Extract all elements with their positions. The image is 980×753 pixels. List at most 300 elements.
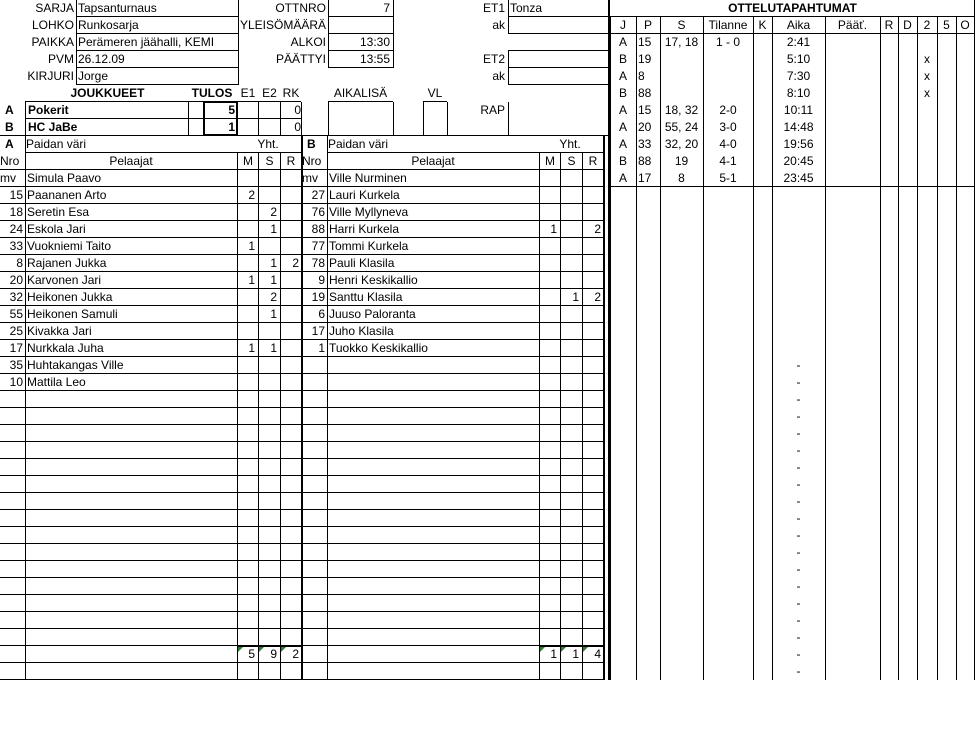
player-penalties[interactable] xyxy=(281,170,299,187)
event-assists[interactable]: 55, 24 xyxy=(664,120,699,134)
events-header-3: Tilanne xyxy=(708,18,748,32)
empty-time-dash: - xyxy=(796,630,801,644)
player-name[interactable]: Seretin Esa xyxy=(27,205,90,219)
event-player[interactable]: 8 xyxy=(638,69,645,83)
rule-line xyxy=(302,526,603,527)
field-label-ak2: ak xyxy=(492,69,505,83)
rule-line xyxy=(0,543,301,544)
rule-line xyxy=(25,101,301,102)
player-name[interactable]: Ville Nurminen xyxy=(329,171,407,185)
field-value-ottnro[interactable]: 7 xyxy=(383,1,390,15)
player-penalties[interactable] xyxy=(583,238,601,255)
event-2min-mark[interactable] xyxy=(917,34,937,51)
events-header-0: J xyxy=(620,18,626,32)
empty-time-dash: - xyxy=(796,392,801,406)
event-player[interactable]: 20 xyxy=(638,120,652,134)
field-value-alkoi[interactable]: 13:30 xyxy=(359,35,390,49)
event-team[interactable]: A xyxy=(618,103,627,117)
event-score[interactable]: 1 - 0 xyxy=(715,35,740,49)
player-name[interactable]: Henri Keskikallio xyxy=(329,273,418,287)
team-b-rk[interactable]: 0 xyxy=(294,120,301,134)
rule-line xyxy=(302,509,603,510)
rule-line xyxy=(0,475,301,476)
event-2min-mark[interactable]: x xyxy=(924,52,930,66)
rule-line xyxy=(0,203,301,204)
rule-line xyxy=(302,577,603,578)
rule-line xyxy=(0,390,301,391)
rule-line xyxy=(25,102,26,136)
player-penalties[interactable] xyxy=(281,272,299,289)
rule-line xyxy=(0,373,301,374)
rule-line xyxy=(302,628,603,629)
player-name[interactable]: Heikonen Samuli xyxy=(27,307,118,321)
player-penalties[interactable]: 2 xyxy=(292,256,299,270)
player-number: 15 xyxy=(9,188,23,202)
field-value-pvm[interactable]: 26.12.09 xyxy=(78,52,125,66)
player-penalties[interactable] xyxy=(281,374,299,391)
rule-line xyxy=(603,136,605,680)
event-score[interactable] xyxy=(703,51,753,68)
nro-header: Nro xyxy=(302,154,322,168)
event-2min-mark[interactable]: x xyxy=(924,86,930,100)
player-assists[interactable] xyxy=(561,255,579,272)
rule-line xyxy=(302,458,603,459)
rule-line xyxy=(0,679,301,680)
player-name[interactable]: Lauri Kurkela xyxy=(329,188,400,202)
events-header-2: S xyxy=(677,18,686,32)
pelaajat-header: Pelaajat xyxy=(109,154,153,168)
player-assists[interactable] xyxy=(259,170,277,187)
event-score[interactable]: 5-1 xyxy=(719,171,737,185)
player-penalties[interactable]: 2 xyxy=(594,290,601,304)
rule-line xyxy=(302,441,603,442)
player-goals[interactable]: 2 xyxy=(248,188,255,202)
rule-line xyxy=(508,51,509,85)
event-time[interactable]: 20:45 xyxy=(783,154,814,168)
event-time[interactable]: 7:30 xyxy=(786,69,811,83)
event-time[interactable]: 8:10 xyxy=(786,86,811,100)
player-assists[interactable] xyxy=(561,170,579,187)
rule-line xyxy=(76,0,77,85)
field-label-et1: ET1 xyxy=(482,1,505,15)
rule-line xyxy=(302,543,603,544)
player-name[interactable]: Juho Klasila xyxy=(329,324,394,338)
rule-line xyxy=(582,153,583,680)
rule-line xyxy=(539,153,540,680)
paidan-vari-label: Paidan väri xyxy=(26,137,87,151)
s-header: S xyxy=(567,154,576,168)
player-assists[interactable] xyxy=(259,357,277,374)
player-assists[interactable] xyxy=(561,221,579,238)
rule-line xyxy=(188,102,189,136)
aikalisa-label: AIKALISÄ xyxy=(333,86,388,100)
event-score[interactable]: 4-1 xyxy=(719,154,737,168)
events-header-1: P xyxy=(643,18,652,32)
player-name[interactable]: Mattila Leo xyxy=(27,375,86,389)
rule-line xyxy=(237,153,238,680)
player-penalties[interactable] xyxy=(583,306,601,323)
rule-line xyxy=(302,407,603,408)
player-assists[interactable]: 1 xyxy=(270,222,277,236)
empty-time-dash: - xyxy=(796,664,801,678)
team-b-score[interactable]: 1 xyxy=(228,120,235,134)
player-assists[interactable] xyxy=(561,323,579,340)
rule-line xyxy=(610,17,611,680)
event-assists[interactable] xyxy=(660,51,703,68)
rule-line xyxy=(302,220,603,221)
player-goals[interactable] xyxy=(238,289,255,306)
player-number: 35 xyxy=(9,358,23,372)
player-name[interactable]: Tuokko Keskikallio xyxy=(329,341,428,355)
field-label-kirjuri: KIRJURI xyxy=(27,69,74,83)
player-name[interactable]: Nurkkala Juha xyxy=(27,341,104,355)
player-goals[interactable] xyxy=(238,306,255,323)
rule-line xyxy=(258,102,259,136)
empty-time-dash: - xyxy=(796,647,801,661)
player-penalties[interactable] xyxy=(281,204,299,221)
player-penalties[interactable] xyxy=(583,170,601,187)
events-header-10: 5 xyxy=(943,18,950,32)
player-penalties[interactable] xyxy=(281,340,299,357)
rule-line xyxy=(508,102,509,136)
rule-line xyxy=(327,136,328,680)
player-assists[interactable] xyxy=(561,204,579,221)
player-penalties[interactable] xyxy=(583,272,601,289)
event-assists[interactable] xyxy=(660,68,703,85)
field-value-paikka[interactable]: Perämeren jäähalli, KEMI xyxy=(78,35,215,49)
player-goals[interactable] xyxy=(540,255,557,272)
field-value-kirjuri[interactable]: Jorge xyxy=(78,69,109,83)
player-assists[interactable]: 1 xyxy=(572,290,579,304)
event-time[interactable]: 2:41 xyxy=(786,35,811,49)
event-player[interactable]: 88 xyxy=(638,86,652,100)
team-a-letter: A xyxy=(5,103,14,117)
rule-line xyxy=(302,271,603,272)
player-assists[interactable]: 2 xyxy=(270,205,277,219)
player-number: 88 xyxy=(311,222,325,236)
player-name[interactable]: Tommi Kurkela xyxy=(329,239,409,253)
rule-line xyxy=(0,611,301,612)
player-number: 20 xyxy=(9,273,23,287)
event-assists[interactable]: 18, 32 xyxy=(664,103,699,117)
rule-line xyxy=(302,288,603,289)
player-goals[interactable] xyxy=(540,323,557,340)
events-header-6: Pääť. xyxy=(837,18,868,32)
rule-line xyxy=(302,237,603,238)
event-player[interactable]: 15 xyxy=(638,103,652,117)
rule-line xyxy=(917,17,918,680)
rule-line xyxy=(956,17,957,680)
event-score[interactable]: 3-0 xyxy=(719,120,737,134)
player-number: 10 xyxy=(9,375,23,389)
player-assists[interactable] xyxy=(561,272,579,289)
yht-label: Yht. xyxy=(257,137,279,151)
player-penalties[interactable]: 2 xyxy=(594,222,601,236)
empty-time-dash: - xyxy=(796,596,801,610)
player-goals[interactable] xyxy=(540,187,557,204)
joukkueet-label: JOUKKUEET xyxy=(70,86,145,100)
empty-time-dash: - xyxy=(796,409,801,423)
player-assists[interactable] xyxy=(259,187,277,204)
player-assists[interactable]: 2 xyxy=(270,290,277,304)
player-goals[interactable] xyxy=(540,272,557,289)
field-value-lohko[interactable]: Runkosarja xyxy=(78,18,139,32)
event-2min-mark[interactable] xyxy=(917,153,937,170)
player-penalties[interactable] xyxy=(281,187,299,204)
rule-line xyxy=(328,0,329,68)
player-number: 9 xyxy=(318,273,325,287)
events-header-8: D xyxy=(903,18,912,32)
vl-label: VL xyxy=(427,86,443,100)
total-assists: 1 xyxy=(572,647,579,661)
player-number: 24 xyxy=(9,222,23,236)
player-penalties[interactable] xyxy=(583,340,601,357)
event-assists[interactable]: 8 xyxy=(678,171,685,185)
player-name[interactable]: Harri Kurkela xyxy=(329,222,400,236)
player-goals[interactable]: 1 xyxy=(248,273,255,287)
event-assists[interactable]: 19 xyxy=(674,154,689,168)
event-team[interactable]: A xyxy=(618,69,627,83)
team-a-rk[interactable]: 0 xyxy=(294,103,301,117)
team-b-name[interactable]: HC JaBe xyxy=(28,120,78,134)
player-goals[interactable] xyxy=(540,204,557,221)
player-goals[interactable] xyxy=(238,221,255,238)
player-number: 55 xyxy=(9,307,23,321)
player-assists[interactable]: 1 xyxy=(270,256,277,270)
rule-line xyxy=(328,102,329,136)
player-penalties[interactable] xyxy=(583,323,601,340)
rule-line xyxy=(237,662,301,663)
rule-line xyxy=(753,17,754,680)
event-2min-mark[interactable] xyxy=(917,119,937,136)
rule-line xyxy=(608,33,975,34)
rule-line xyxy=(508,84,608,85)
rule-line xyxy=(608,186,975,187)
event-assists[interactable] xyxy=(660,85,703,102)
event-score[interactable]: 4-0 xyxy=(719,137,737,151)
field-value-sarja[interactable]: Tapsanturnaus xyxy=(78,1,157,15)
team-a-roster-letter: A xyxy=(5,137,14,151)
player-penalties[interactable] xyxy=(281,306,299,323)
events-title: OTTELUTAPAHTUMAT xyxy=(728,1,857,15)
event-team[interactable]: A xyxy=(618,120,627,134)
player-assists[interactable] xyxy=(561,187,579,204)
player-assists[interactable] xyxy=(561,306,579,323)
player-penalties[interactable] xyxy=(281,323,299,340)
player-name[interactable]: Rajanen Jukka xyxy=(27,256,107,270)
player-goals[interactable] xyxy=(238,374,255,391)
rule-line xyxy=(393,102,394,136)
rule-line xyxy=(302,169,603,170)
field-label-sarja: SARJA xyxy=(35,1,74,15)
rule-line xyxy=(0,628,301,629)
event-score[interactable] xyxy=(703,68,753,85)
rule-line xyxy=(423,101,447,102)
rule-line xyxy=(898,17,899,680)
rule-line xyxy=(301,102,302,136)
player-assists[interactable]: 1 xyxy=(270,273,277,287)
empty-time-dash: - xyxy=(796,375,801,389)
player-assists[interactable] xyxy=(259,238,277,255)
player-name[interactable]: Vuokniemi Taito xyxy=(27,239,112,253)
rule-line xyxy=(0,186,301,187)
event-player[interactable]: 88 xyxy=(638,154,652,168)
player-name[interactable]: Huhtakangas Ville xyxy=(27,358,124,372)
rule-line xyxy=(302,305,603,306)
empty-time-dash: - xyxy=(796,562,801,576)
event-player[interactable]: 15 xyxy=(638,35,652,49)
events-header-11: O xyxy=(960,18,970,32)
rule-line xyxy=(0,458,301,459)
rule-line xyxy=(880,17,881,680)
rule-line xyxy=(203,101,237,103)
rule-line xyxy=(508,0,509,34)
player-goals[interactable] xyxy=(540,289,557,306)
event-2min-mark[interactable] xyxy=(917,102,937,119)
event-team[interactable]: A xyxy=(618,171,627,185)
rule-line xyxy=(772,17,773,680)
player-name[interactable]: Karvonen Jari xyxy=(27,273,102,287)
team-a-score[interactable]: 5 xyxy=(228,103,235,117)
player-number: 77 xyxy=(311,239,325,253)
event-assists[interactable]: 17, 18 xyxy=(664,35,699,49)
player-assists[interactable]: 1 xyxy=(270,307,277,321)
events-header-7: R xyxy=(884,18,894,32)
player-name[interactable]: Simula Paavo xyxy=(27,171,102,185)
rule-line xyxy=(302,322,603,323)
event-score[interactable]: 2-0 xyxy=(719,103,737,117)
rule-line xyxy=(25,118,301,119)
event-team[interactable]: A xyxy=(618,137,627,151)
event-score[interactable] xyxy=(703,85,753,102)
rule-line xyxy=(203,102,205,136)
player-assists[interactable]: 1 xyxy=(270,341,277,355)
event-team[interactable]: B xyxy=(618,86,627,100)
m-header: M xyxy=(545,154,555,168)
event-player[interactable]: 19 xyxy=(638,52,652,66)
event-2min-mark[interactable] xyxy=(917,170,937,187)
player-penalties[interactable] xyxy=(281,289,299,306)
field-label-ottnro: OTTNRO xyxy=(275,1,326,15)
player-assists[interactable] xyxy=(561,238,579,255)
player-goals[interactable] xyxy=(238,323,255,340)
player-penalties[interactable] xyxy=(281,238,299,255)
field-label-yleiso: YLEISÖMÄÄRÄ xyxy=(239,18,326,32)
player-penalties[interactable] xyxy=(583,204,601,221)
player-goals[interactable] xyxy=(540,340,557,357)
rule-line xyxy=(560,153,561,680)
player-name[interactable]: Kivakka Jari xyxy=(27,324,92,338)
player-penalties[interactable] xyxy=(281,221,299,238)
empty-time-dash: - xyxy=(796,460,801,474)
player-penalties[interactable] xyxy=(583,255,601,272)
field-value-paattyi[interactable]: 13:55 xyxy=(359,52,390,66)
player-name[interactable]: Eskola Jari xyxy=(27,222,86,236)
field-label-lohko: LOHKO xyxy=(31,18,74,32)
player-name[interactable]: Juuso Paloranta xyxy=(329,307,416,321)
player-goals[interactable] xyxy=(238,204,255,221)
total-goals: 1 xyxy=(550,647,557,661)
rule-line xyxy=(302,679,603,680)
event-time[interactable]: 10:11 xyxy=(783,103,814,117)
rule-line xyxy=(539,646,603,647)
event-team[interactable]: B xyxy=(618,154,627,168)
rule-line xyxy=(0,220,301,221)
event-time[interactable]: 5:10 xyxy=(786,52,811,66)
rule-line xyxy=(0,441,301,442)
pelaajat-header: Pelaajat xyxy=(411,154,455,168)
empty-time-dash: - xyxy=(796,528,801,542)
rule-line xyxy=(660,17,661,680)
total-goals: 5 xyxy=(248,647,255,661)
field-value-et1[interactable]: Tonza xyxy=(510,1,543,15)
player-penalties[interactable] xyxy=(583,187,601,204)
player-goals[interactable] xyxy=(238,255,255,272)
event-time[interactable]: 19:56 xyxy=(783,137,814,151)
rule-line xyxy=(508,67,608,68)
rule-line xyxy=(0,271,301,272)
event-player[interactable]: 33 xyxy=(638,137,652,151)
player-goals[interactable]: 1 xyxy=(248,341,255,355)
event-team[interactable]: B xyxy=(618,52,627,66)
rule-line xyxy=(328,101,393,102)
field-value-yleiso[interactable] xyxy=(330,17,390,34)
events-header-4: K xyxy=(758,18,767,32)
event-player[interactable]: 17 xyxy=(638,171,652,185)
event-time[interactable]: 23:45 xyxy=(783,171,814,185)
event-2min-mark[interactable]: x xyxy=(924,69,930,83)
rule-line xyxy=(280,102,281,136)
player-goals[interactable] xyxy=(540,306,557,323)
player-goals[interactable] xyxy=(540,170,557,187)
player-assists[interactable] xyxy=(561,340,579,357)
player-goals[interactable] xyxy=(238,170,255,187)
event-team[interactable]: A xyxy=(618,35,627,49)
rule-line xyxy=(302,203,603,204)
rule-line xyxy=(237,152,301,153)
rule-line xyxy=(302,560,603,561)
team-a-name[interactable]: Pokerit xyxy=(28,103,69,117)
player-number: 6 xyxy=(318,307,325,321)
player-name[interactable]: Santtu Klasila xyxy=(329,290,403,304)
player-assists[interactable] xyxy=(259,323,277,340)
player-goals[interactable] xyxy=(238,357,255,374)
empty-time-dash: - xyxy=(796,511,801,525)
player-goals[interactable]: 1 xyxy=(248,239,255,253)
player-name[interactable]: Pauli Klasila xyxy=(329,256,395,270)
event-assists[interactable]: 32, 20 xyxy=(664,137,699,151)
empty-time-dash: - xyxy=(796,613,801,627)
rule-line xyxy=(328,67,393,68)
player-goals[interactable] xyxy=(540,238,557,255)
player-assists[interactable] xyxy=(259,374,277,391)
rule-line xyxy=(302,424,603,425)
player-penalties[interactable] xyxy=(281,357,299,374)
rule-line xyxy=(0,254,301,255)
event-time[interactable]: 14:48 xyxy=(783,120,814,134)
team-b-roster-letter: B xyxy=(307,137,316,151)
player-name[interactable]: Heikonen Jukka xyxy=(27,290,113,304)
rule-line xyxy=(636,17,637,680)
r-header: R xyxy=(286,154,296,168)
player-name[interactable]: Ville Myllyneva xyxy=(329,205,409,219)
player-goals[interactable]: 1 xyxy=(550,222,557,236)
rule-line xyxy=(0,305,301,306)
rule-line xyxy=(302,356,603,357)
rule-line xyxy=(258,153,259,680)
player-name[interactable]: Paananen Arto xyxy=(27,188,107,202)
event-2min-mark[interactable] xyxy=(917,136,937,153)
